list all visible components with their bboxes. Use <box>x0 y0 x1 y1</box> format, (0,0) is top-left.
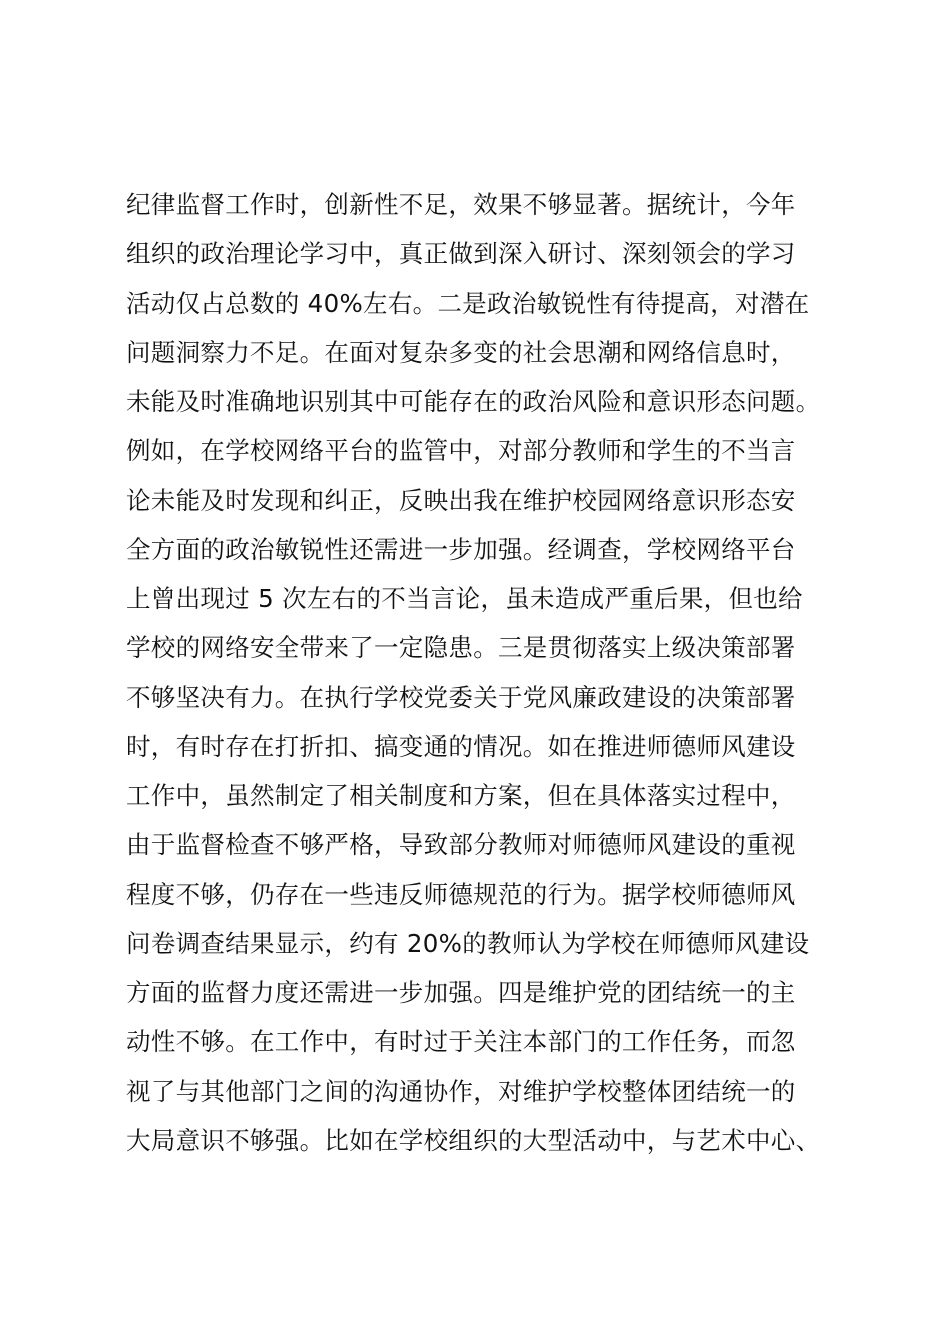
body-paragraph <box>126 180 846 1165</box>
text-line: 未能及时准确地识别其中可能存在的政治风险和意识形态问题。 <box>126 387 821 416</box>
text-line: 大局意识不够强。比如在学校组织的大型活动中，与艺术中心、 <box>126 1125 821 1155</box>
text-line: 论未能及时发现和纠正，反映出我在维护校园网络意识形态安 <box>126 485 796 515</box>
text-line: 动性不够。在工作中，有时过于关注本部门的工作任务，而忽 <box>126 1027 796 1057</box>
text-line: 纪律监督工作时，创新性不足，效果不够显著。据统计，今年 <box>126 190 796 219</box>
text-line: 学校的网络安全带来了一定隐患。三是贯彻落实上级决策部署 <box>126 633 796 663</box>
text-line: 全方面的政治敏锐性还需进一步加强。经调查，学校网络平台 <box>126 534 796 564</box>
text-line: 例如，在学校网络平台的监管中，对部分教师和学生的不当言 <box>126 436 796 466</box>
text-line: 由于监督检查不够严格，导致部分教师对师德师风建设的重视 <box>126 830 796 860</box>
text-line: 上曾出现过 5 次左右的不当言论，虽未造成严重后果，但也给 <box>126 584 803 613</box>
text-line: 问题洞察力不足。在面对复杂多变的社会思潮和网络信息时， <box>126 337 796 367</box>
text-line: 方面的监督力度还需进一步加强。四是维护党的团结统一的主 <box>126 978 796 1007</box>
text-line: 不够坚决有力。在执行学校党委关于党风廉政建设的决策部署 <box>126 682 796 712</box>
text-line: 问卷调查结果显示，约有 20%的教师认为学校在师德师风建设 <box>126 928 810 958</box>
text-line: 时，有时存在打折扣、搞变通的情况。如在推进师德师风建设 <box>126 731 796 761</box>
text-line: 活动仅占总数的 40%左右。二是政治敏锐性有待提高，对潜在 <box>126 288 810 318</box>
text-line: 程度不够，仍存在一些违反师德规范的行为。据学校师德师风 <box>126 879 796 909</box>
text-line: 工作中，虽然制定了相关制度和方案，但在具体落实过程中， <box>126 781 796 810</box>
text-line: 组织的政治理论学习中，真正做到深入研讨、深刻领会的学习 <box>126 239 796 269</box>
text-line: 视了与其他部门之间的沟通协作，对维护学校整体团结统一的 <box>126 1076 796 1106</box>
